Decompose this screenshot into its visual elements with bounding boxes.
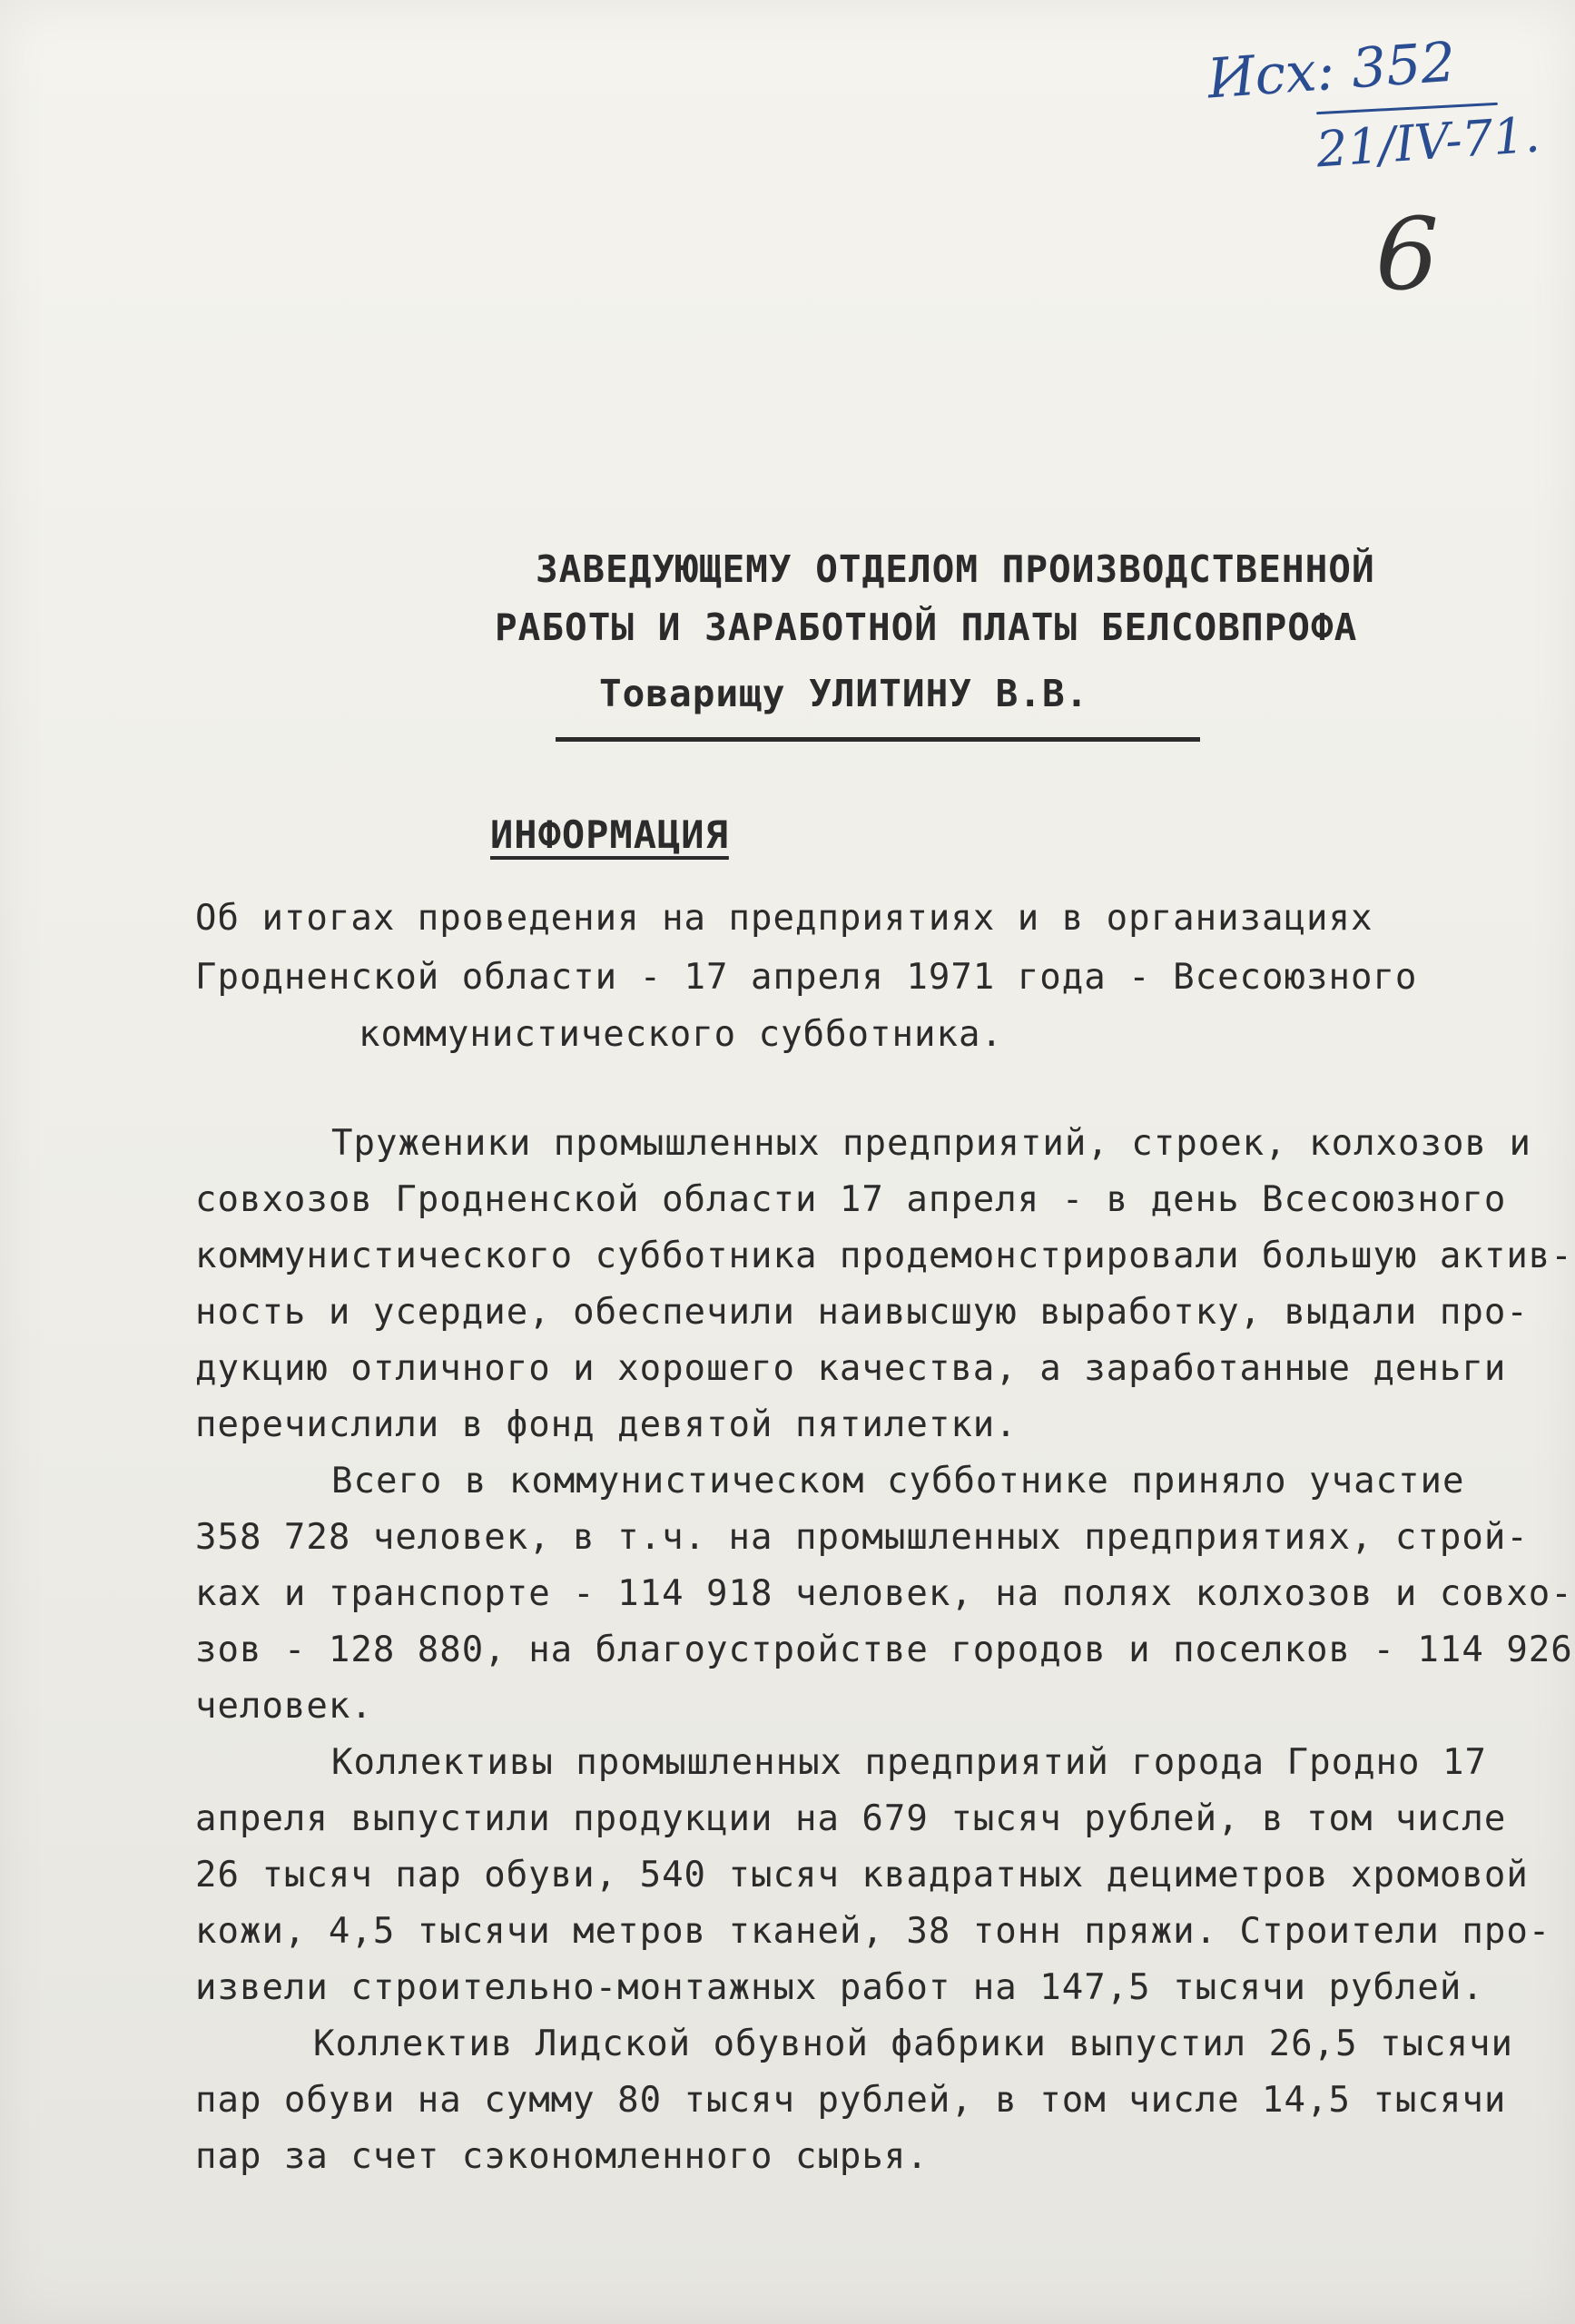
- outgoing-date: 21/IV-71.: [1314, 105, 1542, 179]
- body-line-5: дукцию отличного и хорошего качества, а заработанные деньги: [195, 1348, 1507, 1389]
- body-line-2: совхозов Гродненской области 17 апреля - в день Всесоюзного: [195, 1179, 1507, 1220]
- body-line-10: зов - 128 880, на благоустройстве городов и поселков - 114 926: [195, 1630, 1573, 1670]
- body-line-8: 358 728 человек, в т.ч. на промышленных предприятиях, строй-: [195, 1517, 1529, 1558]
- body-line-15: кожи, 4,5 тысячи метров тканей, 38 тонн пряжи. Строители про-: [195, 1911, 1551, 1952]
- body-line-9: ках и транспорте - 114 918 человек, на полях колхозов и совхо-: [195, 1573, 1573, 1614]
- subject-line-2: Гродненской области - 17 апреля 1971 года - Всесоюзного: [195, 957, 1418, 998]
- body-line-7: Всего в коммунистическом субботнике приняло участие: [331, 1461, 1465, 1502]
- addressee-line-3: Товарищу УЛИТИНУ В.В.: [599, 672, 1089, 715]
- outgoing-number: Исх: 352: [1205, 30, 1458, 112]
- body-line-16: извели строительно-монтажных работ на 147,5 тысячи рублей.: [195, 1967, 1484, 2008]
- subject-line-1: Об итогах проведения на предприятиях и в организациях: [195, 898, 1373, 939]
- body-line-4: ность и усердие, обеспечили наивысшую выработку, выдали про-: [195, 1292, 1529, 1333]
- body-line-11: человек.: [195, 1686, 373, 1727]
- document-title: ИНФОРМАЦИЯ: [490, 812, 729, 857]
- folio-number: 6: [1375, 196, 1439, 312]
- body-line-14: 26 тысяч пар обуви, 540 тысяч квадратных дециметров хромовой: [195, 1855, 1529, 1896]
- body-line-3: коммунистического субботника продемонстрировали большую актив-: [195, 1236, 1573, 1276]
- body-line-17: Коллектив Лидской обувной фабрики выпустил 26,5 тысячи: [313, 2024, 1513, 2064]
- addressee-rule: [556, 737, 1200, 742]
- subject-line-3: коммунистического субботника.: [359, 1014, 1003, 1055]
- body-line-6: перечислили в фонд девятой пятилетки.: [195, 1404, 1018, 1445]
- body-line-18: пар обуви на сумму 80 тысяч рублей, в том числе 14,5 тысячи: [195, 2080, 1507, 2121]
- addressee-line-1: ЗАВЕДУЮЩЕМУ ОТДЕЛОМ ПРОИЗВОДСТВЕННОЙ: [536, 547, 1375, 591]
- body-line-13: апреля выпустили продукции на 679 тысяч рублей, в том числе: [195, 1798, 1507, 1839]
- body-line-19: пар за счет сэкономленного сырья.: [195, 2136, 929, 2177]
- body-line-1: Труженики промышленных предприятий, строек, колхозов и: [331, 1123, 1531, 1164]
- addressee-line-2: РАБОТЫ И ЗАРАБОТНОЙ ПЛАТЫ БЕЛСОВПРОФА: [495, 606, 1358, 649]
- body-line-12: Коллективы промышленных предприятий города Гродно 17: [331, 1742, 1487, 1783]
